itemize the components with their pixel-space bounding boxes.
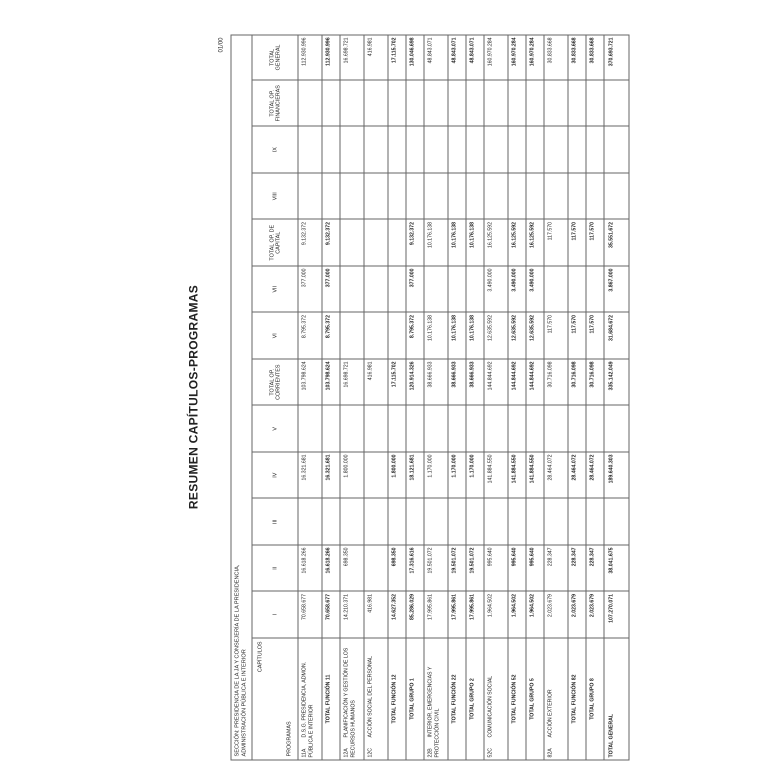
value-cell <box>340 266 364 313</box>
value-cell <box>298 80 322 127</box>
value-cell: 370.693.721 <box>604 35 629 80</box>
value-cell <box>424 266 448 313</box>
value-cell: 228.347 <box>544 545 568 592</box>
row-label: TOTAL GRUPO 5 <box>529 678 536 720</box>
value-cell: 38.666.933 <box>424 359 448 406</box>
value-cell <box>448 80 466 127</box>
value-cell <box>388 266 406 313</box>
value-cell <box>448 499 466 546</box>
value-cell <box>340 220 364 267</box>
value-cell <box>586 406 604 453</box>
program-code: 52C <box>487 747 494 758</box>
value-cell: 18.121.681 <box>406 452 424 499</box>
value-cell: 16.321.681 <box>298 452 322 499</box>
value-cell <box>322 173 340 220</box>
value-cell: 698.350 <box>340 545 364 592</box>
row-label-cell <box>544 638 568 760</box>
value-cell: 16.698.721 <box>340 359 364 406</box>
value-cell: 112.930.996 <box>298 35 322 80</box>
row-label-cell <box>424 638 448 760</box>
row-label: TOTAL FUNCIÓN 82 <box>571 674 578 724</box>
value-cell: 144.844.692 <box>508 359 526 406</box>
row-label-cell <box>448 638 466 760</box>
value-cell <box>484 80 508 127</box>
value-cell <box>448 406 466 453</box>
value-cell: 48.843.071 <box>466 35 484 80</box>
value-cell: 416.981 <box>364 359 388 406</box>
row-label: INTERIOR, EMERGENCIAS Y PROTECCIÓN CIVIL <box>427 666 441 758</box>
total-row <box>466 35 484 760</box>
grand-total-label: TOTAL GENERAL <box>608 713 615 758</box>
column-header: II <box>252 545 298 592</box>
value-cell: 2.023.679 <box>568 592 586 639</box>
value-cell: 335.142.049 <box>604 359 629 406</box>
value-cell: 995.640 <box>484 545 508 592</box>
value-cell: 38.041.675 <box>604 545 629 592</box>
value-cell: 28.464.072 <box>568 452 586 499</box>
value-cell <box>388 499 406 546</box>
value-cell <box>340 406 364 453</box>
value-cell <box>424 406 448 453</box>
rotated-page <box>181 12 781 783</box>
row-label-cell <box>340 638 364 760</box>
value-cell: 17.316.616 <box>406 545 424 592</box>
value-cell <box>544 406 568 453</box>
value-cell <box>322 406 340 453</box>
value-cell <box>586 266 604 313</box>
row-label-cell <box>388 638 406 760</box>
value-cell: 189.640.303 <box>604 452 629 499</box>
value-cell <box>388 173 406 220</box>
value-cell <box>484 406 508 453</box>
value-cell <box>544 80 568 127</box>
value-cell <box>364 173 388 220</box>
value-cell: 19.501.072 <box>448 545 466 592</box>
value-cell: 17.115.702 <box>388 35 406 80</box>
column-header: IV <box>252 452 298 499</box>
row-label-cell <box>586 638 604 760</box>
value-cell: 16.618.266 <box>298 545 322 592</box>
table-body <box>298 35 629 760</box>
value-cell <box>340 80 364 127</box>
value-cell <box>568 406 586 453</box>
value-cell <box>298 499 322 546</box>
value-cell: 85.286.029 <box>406 592 424 639</box>
value-cell <box>364 452 388 499</box>
value-cell: 16.321.681 <box>322 452 340 499</box>
value-cell: 1.170.000 <box>466 452 484 499</box>
value-cell <box>448 173 466 220</box>
value-cell: 377.000 <box>298 266 322 313</box>
value-cell <box>406 173 424 220</box>
row-label-cell <box>298 638 322 760</box>
value-cell <box>508 173 526 220</box>
value-cell: 1.800.000 <box>388 452 406 499</box>
value-cell: 10.176.138 <box>448 220 466 267</box>
value-cell: 377.000 <box>406 266 424 313</box>
value-cell: 16.125.592 <box>508 220 526 267</box>
value-cell <box>364 545 388 592</box>
value-cell <box>484 173 508 220</box>
value-cell: 19.501.072 <box>424 545 448 592</box>
value-cell: 14.627.352 <box>388 592 406 639</box>
value-cell <box>544 127 568 174</box>
row-label-cell <box>526 638 544 760</box>
value-cell: 1.964.502 <box>526 592 544 639</box>
value-cell: 117.570 <box>568 220 586 267</box>
row-label: TOTAL GRUPO 2 <box>469 678 476 720</box>
value-cell <box>298 173 322 220</box>
value-cell: 698.350 <box>388 545 406 592</box>
value-cell: 70.658.677 <box>322 592 340 639</box>
value-cell <box>466 406 484 453</box>
value-cell <box>322 499 340 546</box>
value-cell: 8.795.372 <box>406 313 424 360</box>
section-line-2: ADMINISTRACIÓN PÚBLICA E INTERIOR <box>241 649 248 757</box>
value-cell: 16.618.266 <box>322 545 340 592</box>
row-label: TOTAL GRUPO 1 <box>409 678 416 720</box>
column-header: V <box>252 406 298 453</box>
total-row <box>448 35 466 760</box>
value-cell: 103.798.624 <box>298 359 322 406</box>
total-row <box>568 35 586 760</box>
total-row <box>508 35 526 760</box>
value-cell: 112.930.996 <box>322 35 340 80</box>
value-cell: 10.176.138 <box>448 313 466 360</box>
value-cell <box>526 173 544 220</box>
value-cell: 1.170.000 <box>424 452 448 499</box>
value-cell <box>568 173 586 220</box>
value-cell: 8.795.372 <box>298 313 322 360</box>
value-cell <box>364 127 388 174</box>
value-cell: 416.981 <box>364 592 388 639</box>
program-row <box>544 35 568 760</box>
value-cell: 38.666.933 <box>448 359 466 406</box>
value-cell <box>340 127 364 174</box>
value-cell <box>586 80 604 127</box>
row-label: COMUNICACIÓN SOCIAL <box>487 675 494 738</box>
value-cell <box>364 313 388 360</box>
value-cell: 377.000 <box>322 266 340 313</box>
row-label: TOTAL FUNCIÓN 12 <box>391 674 398 724</box>
column-header: IX <box>252 127 298 174</box>
value-cell: 38.666.933 <box>466 359 484 406</box>
value-cell: 120.914.326 <box>406 359 424 406</box>
row-label-cell <box>466 638 484 760</box>
row-label-cell <box>508 638 526 760</box>
value-cell: 28.464.072 <box>586 452 604 499</box>
value-cell <box>340 313 364 360</box>
value-cell <box>526 406 544 453</box>
row-label: D.S.G. PRESIDENCIA, ADMON. PÚBLICA E INTERIOR <box>301 661 315 758</box>
column-header: TOTAL OP. DE CAPITAL <box>252 220 298 267</box>
value-cell <box>388 80 406 127</box>
value-cell: 12.635.592 <box>526 313 544 360</box>
value-cell: 117.570 <box>544 313 568 360</box>
value-cell: 1.964.502 <box>484 592 508 639</box>
value-cell <box>424 499 448 546</box>
column-header: VII <box>252 266 298 313</box>
value-cell: 1.800.000 <box>340 452 364 499</box>
value-cell <box>484 499 508 546</box>
column-header: III <box>252 499 298 546</box>
value-cell <box>604 127 629 174</box>
value-cell: 17.115.702 <box>388 359 406 406</box>
value-cell <box>484 127 508 174</box>
value-cell <box>508 406 526 453</box>
value-cell <box>406 127 424 174</box>
value-cell <box>448 127 466 174</box>
value-cell: 17.995.861 <box>424 592 448 639</box>
program-code: 12A <box>343 748 350 758</box>
value-cell <box>322 127 340 174</box>
value-cell <box>604 173 629 220</box>
header-row <box>252 35 298 760</box>
value-cell: 30.833.668 <box>586 35 604 80</box>
page-title: RESUMEN CAPÍTULOS-PROGRAMAS <box>186 284 201 510</box>
program-row <box>364 35 388 760</box>
value-cell <box>604 499 629 546</box>
value-cell: 17.995.861 <box>448 592 466 639</box>
row-label: ACCIÓN SOCIAL DEL PERSONAL <box>367 656 374 738</box>
section-line-1: SECCIÓN: PRESIDENCIA DE LA JA Y CONSEJERÍA DE LA PRESIDENCIA, <box>234 564 241 757</box>
program-code: 11A <box>301 748 308 758</box>
value-cell <box>586 127 604 174</box>
value-cell: 16.698.721 <box>340 35 364 80</box>
value-cell: 141.884.550 <box>484 452 508 499</box>
total-row <box>322 35 340 760</box>
value-cell: 10.176.138 <box>424 220 448 267</box>
column-header: VIII <box>252 173 298 220</box>
value-cell <box>298 127 322 174</box>
column-header: VI <box>252 313 298 360</box>
value-cell: 8.795.372 <box>322 313 340 360</box>
value-cell: 48.843.071 <box>424 35 448 80</box>
value-cell: 995.640 <box>526 545 544 592</box>
program-code: 12C <box>367 747 374 758</box>
value-cell: 9.132.372 <box>322 220 340 267</box>
value-cell: 141.884.550 <box>526 452 544 499</box>
total-row <box>406 35 424 760</box>
value-cell: 9.132.372 <box>298 220 322 267</box>
value-cell <box>568 127 586 174</box>
value-cell: 3.867.000 <box>604 266 629 313</box>
value-cell <box>364 499 388 546</box>
row-label: TOTAL GRUPO 8 <box>589 678 596 720</box>
value-cell: 1.964.502 <box>508 592 526 639</box>
value-cell: 117.570 <box>586 220 604 267</box>
value-cell <box>388 220 406 267</box>
value-cell <box>298 406 322 453</box>
value-cell <box>406 406 424 453</box>
total-row <box>586 35 604 760</box>
value-cell <box>586 499 604 546</box>
value-cell: 70.658.677 <box>298 592 322 639</box>
value-cell: 144.844.692 <box>526 359 544 406</box>
value-cell <box>544 499 568 546</box>
value-cell: 17.995.861 <box>466 592 484 639</box>
value-cell <box>466 127 484 174</box>
column-header: TOTAL OP. CORRIENTES <box>252 359 298 406</box>
column-header: TOTAL OP. FINANCIERAS <box>252 80 298 127</box>
value-cell <box>466 266 484 313</box>
value-cell: 48.843.071 <box>448 35 466 80</box>
value-cell <box>424 127 448 174</box>
corner-header-cell <box>252 638 298 760</box>
value-cell <box>340 173 364 220</box>
value-cell <box>340 499 364 546</box>
row-label: PLANIFICACIÓN Y GESTIÓN DE LOS RECURSOS HUMANOS <box>343 647 357 758</box>
row-label: TOTAL FUNCIÓN 11 <box>325 674 332 724</box>
program-code: 82A <box>547 748 554 758</box>
value-cell: 117.570 <box>586 313 604 360</box>
budget-summary-table <box>231 34 630 760</box>
value-cell: 35.551.672 <box>604 220 629 267</box>
value-cell <box>568 266 586 313</box>
value-cell <box>424 80 448 127</box>
value-cell: 160.970.284 <box>484 35 508 80</box>
section-cell <box>231 35 252 760</box>
column-header: I <box>252 592 298 639</box>
value-cell: 228.347 <box>568 545 586 592</box>
total-row <box>388 35 406 760</box>
value-cell: 30.716.098 <box>544 359 568 406</box>
row-label-cell <box>322 638 340 760</box>
row-label: TOTAL FUNCIÓN 52 <box>511 674 518 724</box>
row-label: TOTAL FUNCIÓN 22 <box>451 674 458 724</box>
value-cell <box>508 499 526 546</box>
value-cell <box>568 499 586 546</box>
value-cell: 9.132.372 <box>406 220 424 267</box>
value-cell: 12.635.592 <box>508 313 526 360</box>
value-cell <box>466 80 484 127</box>
value-cell <box>526 80 544 127</box>
value-cell <box>604 80 629 127</box>
value-cell <box>604 406 629 453</box>
value-cell: 103.798.624 <box>322 359 340 406</box>
value-cell <box>526 127 544 174</box>
row-label-cell <box>484 638 508 760</box>
value-cell: 19.501.072 <box>466 545 484 592</box>
section-row <box>231 35 252 760</box>
value-cell <box>406 80 424 127</box>
value-cell: 117.570 <box>544 220 568 267</box>
value-cell <box>406 499 424 546</box>
value-cell: 10.176.138 <box>466 220 484 267</box>
value-cell: 160.970.284 <box>526 35 544 80</box>
value-cell: 160.970.284 <box>508 35 526 80</box>
value-cell <box>322 80 340 127</box>
row-label-cell <box>568 638 586 760</box>
value-cell: 31.684.672 <box>604 313 629 360</box>
program-row <box>340 35 364 760</box>
row-label-cell <box>604 638 629 760</box>
value-cell <box>448 266 466 313</box>
value-cell: 107.270.071 <box>604 592 629 639</box>
program-code: 22B <box>427 748 434 758</box>
value-cell: 14.210.371 <box>340 592 364 639</box>
value-cell <box>544 173 568 220</box>
value-cell <box>364 220 388 267</box>
value-cell: 3.490.000 <box>484 266 508 313</box>
value-cell: 1.170.000 <box>448 452 466 499</box>
value-cell: 30.716.098 <box>568 359 586 406</box>
value-cell <box>526 499 544 546</box>
value-cell <box>388 127 406 174</box>
value-cell: 16.125.592 <box>484 220 508 267</box>
value-cell <box>364 266 388 313</box>
value-cell: 3.490.000 <box>526 266 544 313</box>
capitulos-label: CAPÍTULOS <box>257 641 264 673</box>
page-code: 01/00 <box>218 37 225 53</box>
value-cell: 141.884.550 <box>508 452 526 499</box>
value-cell <box>424 173 448 220</box>
value-cell: 10.176.138 <box>424 313 448 360</box>
value-cell: 117.570 <box>568 313 586 360</box>
row-label: ACCIÓN EXTERIOR <box>547 689 554 738</box>
value-cell: 2.023.679 <box>544 592 568 639</box>
row-label-cell <box>364 638 388 760</box>
value-cell: 30.833.668 <box>568 35 586 80</box>
program-row <box>484 35 508 760</box>
value-cell: 30.716.098 <box>586 359 604 406</box>
grand-total-row <box>604 35 629 760</box>
value-cell <box>388 406 406 453</box>
value-cell: 144.844.692 <box>484 359 508 406</box>
value-cell: 2.023.679 <box>586 592 604 639</box>
value-cell: 12.635.592 <box>484 313 508 360</box>
value-cell <box>364 406 388 453</box>
value-cell: 416.981 <box>364 35 388 80</box>
value-cell <box>388 313 406 360</box>
row-label-cell <box>406 638 424 760</box>
value-cell <box>586 173 604 220</box>
value-cell: 228.347 <box>586 545 604 592</box>
value-cell <box>364 80 388 127</box>
value-cell: 995.640 <box>508 545 526 592</box>
value-cell <box>466 173 484 220</box>
total-row <box>526 35 544 760</box>
value-cell: 10.176.138 <box>466 313 484 360</box>
value-cell <box>544 266 568 313</box>
column-header: TOTAL GENERAL <box>252 35 298 80</box>
value-cell: 16.125.592 <box>526 220 544 267</box>
value-cell <box>508 80 526 127</box>
program-row <box>298 35 322 760</box>
value-cell: 28.464.072 <box>544 452 568 499</box>
value-cell <box>568 80 586 127</box>
programas-label: PROGRAMAS <box>286 721 293 757</box>
program-row <box>424 35 448 760</box>
value-cell <box>508 127 526 174</box>
value-cell: 30.833.668 <box>544 35 568 80</box>
value-cell <box>466 499 484 546</box>
value-cell: 3.490.000 <box>508 266 526 313</box>
value-cell: 130.046.698 <box>406 35 424 80</box>
